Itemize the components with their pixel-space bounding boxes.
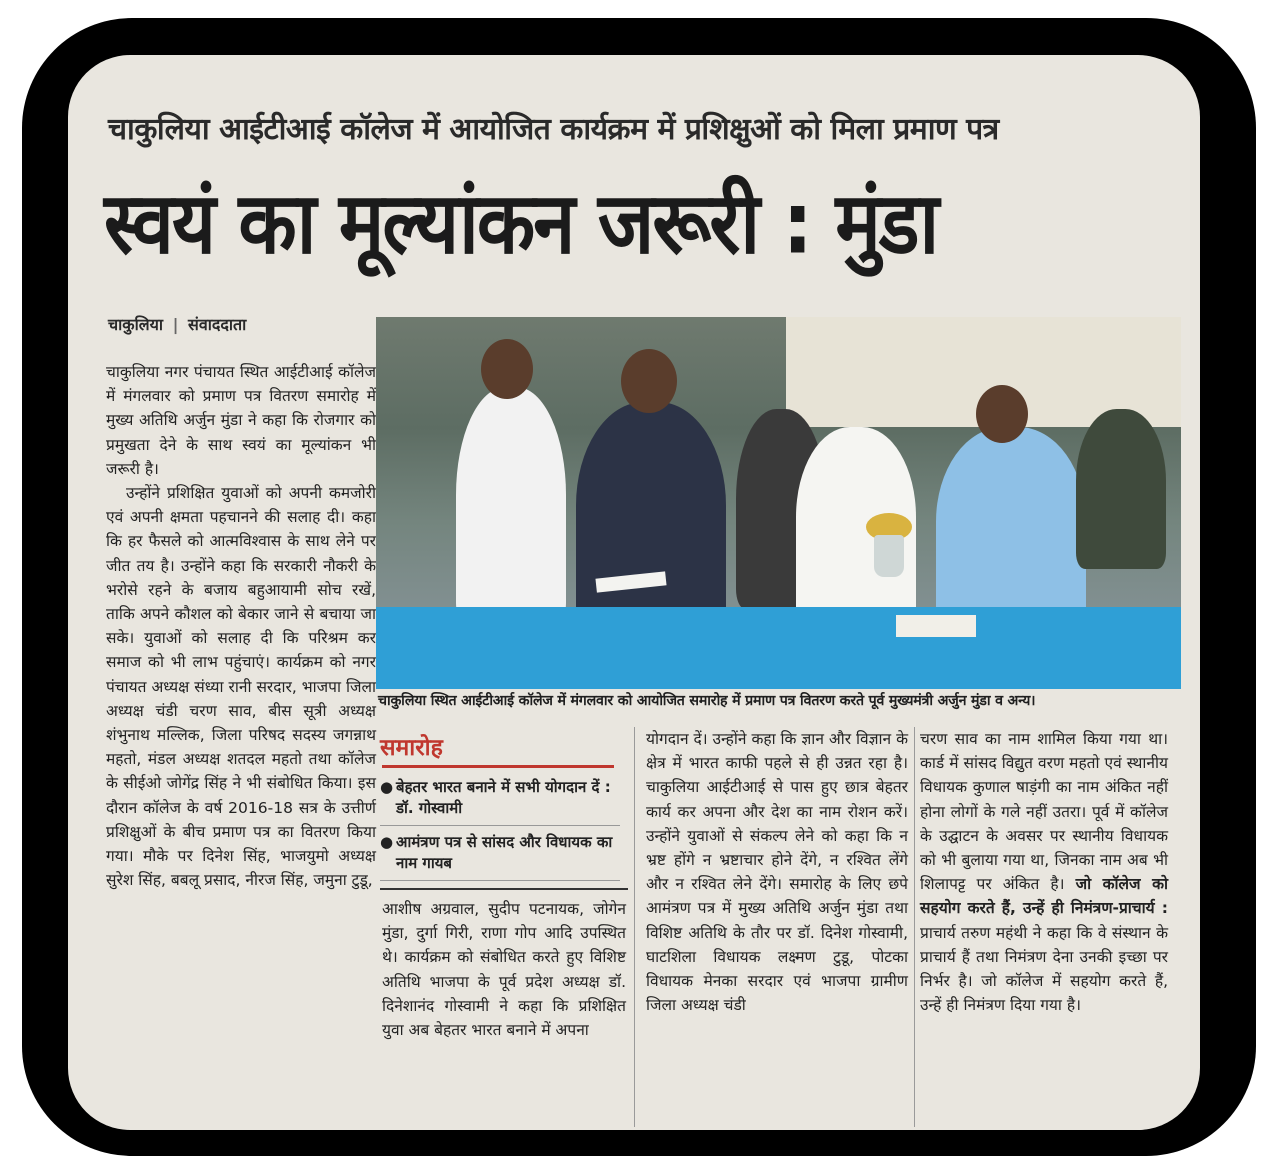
photo-person — [1076, 409, 1166, 569]
newspaper-page — [68, 55, 1200, 1130]
photo-person — [576, 402, 726, 632]
byline — [108, 313, 246, 335]
paragraph: चरण साव का नाम शामिल किया गया था। कार्ड में सांसद विद्युत वरण महतो एवं स्थानीय विधायक कुणाल षाड़ंगी का नाम अंकित नहीं होना लोगों के गले नहीं उतरा। पूर्व में कॉलेज के उद्घाटन के अवसर पर स्थानीय विधायक को भी बुलाया गया था, जिनका नाम अब भी शिलापट्ट पर अंकित है। — [920, 730, 1168, 894]
body-column-3: योगदान दें। उन्होंने कहा कि ज्ञान और विज्ञान के क्षेत्र में भारत काफी पहले से ही उन्नत रहा है। चाकुलिया आईटीआई से पास हुए छात्र बेहतर कार्य कर अपना और देश का नाम रोशन करें। उन्होंने युवाओं से संकल्प लेने को कहा कि न भ्रष्ट होंगे न भ्रष्टाचार होने देंगे, न रश्वित लेंगे और न रश्वित लेने देंगे। समारोह के लिए छपे आमंत्रण पत्र में मुख्य अतिथि अर्जुन मुंडा तथा विशिष्ट अतिथि के तौर पर डॉ. दिनेश गोस्वामी, घाटशिला विधायक लक्ष्मण टुडू, पोटका विधायक मेनका सरदार एवं भाजपा ग्रामीण जिला अध्यक्ष चंडी — [646, 730, 908, 1015]
byline-place: चाकुलिया — [108, 315, 164, 334]
paragraph: उन्होंने प्रशिक्षित युवाओं को अपनी कमजोरी एवं अपनी क्षमता पहचानने की सलाह दी। कहा कि हर फैसले को आत्मविश्वास के साथ लेने पर जीत तय है। उन्होंने कहा कि सरकारी नौकरी के भरोसे रहने के बजाय बहुआयामी सोच रखें, ताकि अपने कौशल को बेकार जाने से बचाया जा सके। युवाओं को सलाह दी कि परिश्रम कर समाज को भी लाभ पहुंचाएं। कार्यक्रम को नगर पंचायत अध्यक्ष संध्या रानी सरदार, भाजपा जिला अध्यक्ष चंडी चरण साव, बीस सूत्री अध्यक्ष शंभुनाथ मल्लिक, जिला परिषद सदस्य जगन्नाथ महतो, मंडल अध्यक्ष शतदल महतो तथा कॉलेज के सीईओ जोगेंद्र सिंह ने भी संबोधित किया। इस दौरान कॉलेज के वर्ष 2016-18 सत्र के उत्तीर्ण प्रशिक्षुओं के बीच प्रमाण पत्र का वितरण किया गया। मौके पर दिनेश सिंह, भाजयुमो अध्यक्ष सुरेश सिंह, बबलू प्रसाद, नीरज सिंह, जमुना टुडू, — [106, 484, 376, 890]
bullet-icon: ● — [380, 778, 394, 796]
photo-person — [936, 427, 1086, 637]
photo-person-head — [976, 385, 1028, 443]
highlights-box — [380, 771, 620, 881]
column-divider — [634, 727, 635, 1127]
newspaper-clipping — [68, 55, 1200, 1130]
divider — [380, 888, 628, 890]
photo-caption: चाकुलिया स्थित आईटीआई कॉलेज में मंगलवार को आयोजित समारोह में प्रमाण पत्र वितरण करते पूर्व मुख्यमंत्री अर्जुन मुंडा व अन्य। — [378, 693, 1036, 709]
section-label: समारोह — [380, 735, 443, 761]
column-divider — [914, 727, 915, 1127]
photo-person-head — [481, 339, 533, 399]
nameplate — [896, 615, 976, 637]
paragraph: प्राचार्य तरुण महंथी ने कहा कि वे संस्थान के प्राचार्य हैं तथा निमंत्रण देना उनकी इच्छा पर निर्भर है। जो कॉलेज में सहयोग करते हैं, उन्हें ही निमंत्रण दिया गया है। — [920, 923, 1168, 1015]
photo-table — [376, 607, 1181, 689]
body-column-1 — [106, 360, 376, 892]
photo-person-head — [621, 349, 677, 413]
headline: स्वयं का मूल्यांकन जरूरी : मुंडा — [104, 173, 938, 273]
kicker: चाकुलिया आईटीआई कॉलेज में आयोजित कार्यक्रम में प्रशिक्षुओं को मिला प्रमाण पत्र — [108, 112, 999, 147]
byline-author: संवाददाता — [188, 315, 247, 334]
photo-person — [456, 387, 566, 627]
bullet-icon: ● — [380, 833, 394, 851]
body-column-4 — [920, 727, 1168, 1017]
vase — [874, 535, 904, 577]
byline-separator: | — [172, 315, 179, 334]
body-column-2: आशीष अग्रवाल, सुदीप पटनायक, जोगेन मुंडा, दुर्गा गिरी, राणा गोप आदि उपस्थित थे। कार्यक्रम को संबोधित करते हुए विशिष्ट अतिथि भाजपा के पूर्व प्रदेश अध्यक्ष डॉ. दिनेशानंद गोस्वामी ने कहा कि प्रशिक्षित युवा अब बेहतर भारत बनाने में अपना — [382, 900, 626, 1040]
subhead: जो कॉलेज को सहयोग करते हैं, उन्हें ही निमंत्रण-प्राचार्य : — [920, 875, 1168, 918]
highlight-item: ● बेहतर भारत बनाने में सभी योगदान दें : डॉ. गोस्वामी — [380, 771, 620, 826]
section-rule — [382, 765, 614, 768]
paragraph: चाकुलिया नगर पंचायत स्थित आईटीआई कॉलेज में मंगलवार को प्रमाण पत्र वितरण समारोह में मुख्य अतिथि अर्जुन मुंडा ने कहा कि रोजगार को प्रमुखता देने के साथ स्वयं का मूल्यांकन भी जरूरी है। — [106, 363, 376, 478]
news-photo — [376, 317, 1181, 689]
highlight-item: ● आमंत्रण पत्र से सांसद और विधायक का नाम गायब — [380, 826, 620, 881]
